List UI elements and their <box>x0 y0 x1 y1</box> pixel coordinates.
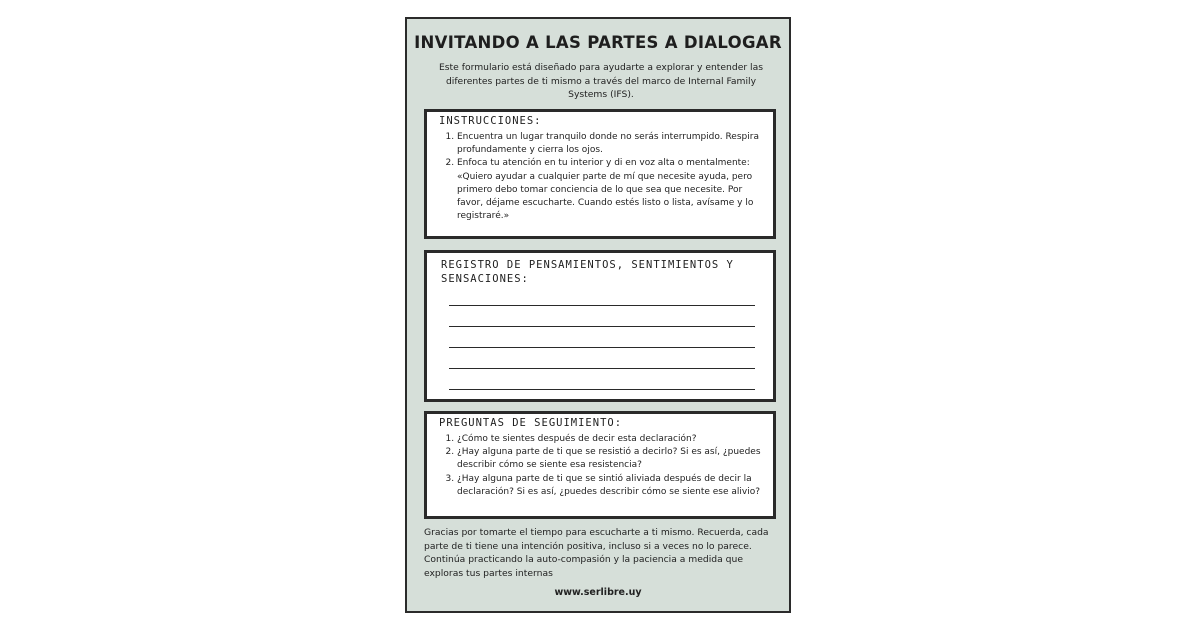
log-heading: REGISTRO DE PENSAMIENTOS, SENTIMIENTOS Y SENSACIONES: <box>441 259 734 285</box>
writing-line[interactable] <box>449 305 755 306</box>
followup-list <box>439 433 765 499</box>
closing-text: Gracias por tomarte el tiempo para escucharte a ti mismo. Recuerda, cada parte de ti tiene una intención positiva, incluso si a veces no lo parece. Continúa practicando la auto-compasión y la paciencia a medida que exploras tus partes internas <box>424 527 769 579</box>
worksheet <box>405 17 791 613</box>
worksheet-title: INVITANDO A LAS PARTES A DIALOGAR <box>414 33 782 52</box>
intro-text: Este formulario está diseñado para ayudarte a explorar y entender las diferentes partes de ti mismo a través del marco de Internal Family Systems (IFS). <box>438 62 764 100</box>
instructions-heading: INSTRUCCIONES: <box>439 115 542 127</box>
writing-line[interactable] <box>449 347 755 348</box>
followup-item: 3. ¿Hay alguna parte de ti que se sintió aliviada después de decir la declaración? Si es así, ¿puedes describir cómo se siente ese alivio? <box>457 473 765 499</box>
followup-box <box>424 411 776 519</box>
instruction-item: 1. Encuentra un lugar tranquilo donde no serás interrumpido. Respira profundamente y cierra los ojos. <box>457 131 765 157</box>
instruction-item: 2. Enfoca tu atención en tu interior y di en voz alta o mentalmente: «Quiero ayudar a cualquier parte de mí que necesite ayuda, pero primero debo tomar conciencia de lo que sea que necesite. Por favor, déjame escucharte. Cuando estés listo o lista, avísame y lo registraré.» <box>457 157 765 223</box>
followup-item: 1. ¿Cómo te sientes después de decir esta declaración? <box>457 433 765 446</box>
writing-line[interactable] <box>449 389 755 390</box>
instructions-list <box>439 131 765 223</box>
website-link[interactable]: www.serlibre.uy <box>554 587 642 598</box>
followup-item: 2. ¿Hay alguna parte de ti que se resistió a decirlo? Si es así, ¿puedes describir cómo se siente esa resistencia? <box>457 446 765 472</box>
writing-line[interactable] <box>449 326 755 327</box>
log-box <box>424 250 776 402</box>
writing-line[interactable] <box>449 368 755 369</box>
followup-heading: PREGUNTAS DE SEGUIMIENTO: <box>439 417 623 429</box>
writing-lines <box>449 305 755 410</box>
instructions-box <box>424 109 776 239</box>
